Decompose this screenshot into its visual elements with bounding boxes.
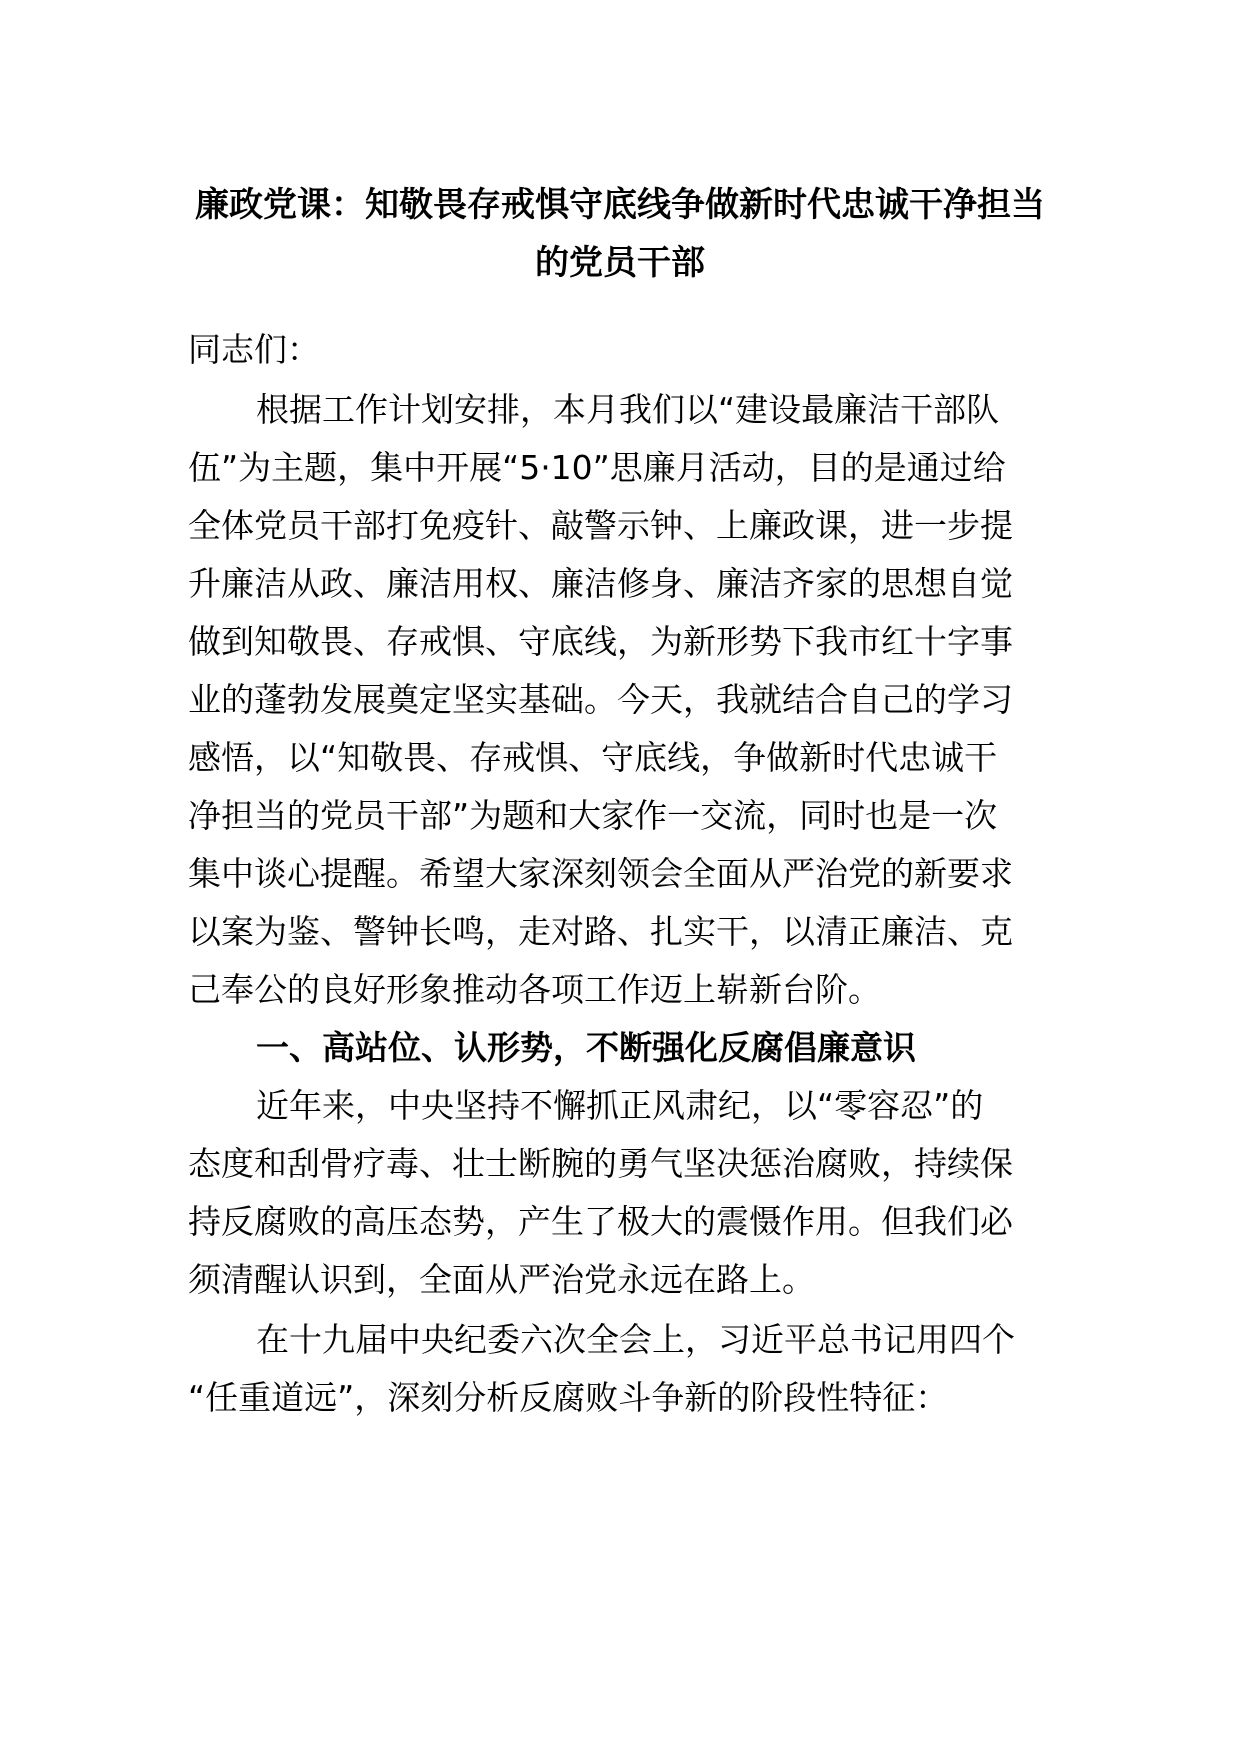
- paragraph-3-line: “任重道远”，深刻分析反腐败斗争新的阶段性特征：: [188, 1378, 949, 1417]
- paragraph-2-line: 态度和刮骨疗毒、壮士断腕的勇气坚决惩治腐败，持续保: [188, 1144, 1013, 1183]
- paragraph-1-line: 净担当的党员干部”为题和大家作一交流，同时也是一次: [188, 796, 998, 835]
- paragraph-1-line: 升廉洁从政、廉洁用权、廉洁修身、廉洁齐家的思想自觉: [188, 564, 1013, 603]
- paragraph-3-line: 在十九届中央纪委六次全会上，习近平总书记用四个: [256, 1320, 1015, 1359]
- paragraph-1-line: 以案为鉴、警钟长鸣，走对路、扎实干，以清正廉洁、克: [188, 912, 1013, 951]
- paragraph-1-line: 根据工作计划安排，本月我们以“建设最廉洁干部队: [256, 390, 1000, 429]
- document-title-line-1: 廉政党课：知敬畏存戒惧守底线争做新时代忠诚干净担当: [195, 185, 1045, 225]
- salutation: 同志们：: [188, 330, 320, 369]
- paragraph-2-line: 近年来，中央坚持不懈抓正风肃纪，以“零容忍”的: [256, 1086, 984, 1125]
- paragraph-2-line: 须清醒认识到，全面从严治党永远在路上。: [188, 1260, 815, 1299]
- paragraph-1-line: 己奉公的良好形象推动各项工作迈上崭新台阶。: [188, 970, 881, 1009]
- paragraph-1-line: 集中谈心提醒。希望大家深刻领会全面从严治党的新要求: [188, 854, 1013, 893]
- paragraph-2-line: 持反腐败的高压态势，产生了极大的震慑作用。但我们必: [188, 1202, 1013, 1241]
- paragraph-1-line: 感悟，以“知敬畏、存戒惧、守底线，争做新时代忠诚干: [188, 738, 998, 777]
- paragraph-1-line: 伍”为主题，集中开展“5·10”思廉月活动，目的是通过给: [188, 448, 1006, 487]
- paragraph-1-line: 全体党员干部打免疫针、敲警示钟、上廉政课，进一步提: [188, 506, 1013, 545]
- document-title-line-2: 的党员干部: [535, 243, 705, 283]
- paragraph-1-line: 做到知敬畏、存戒惧、守底线，为新形势下我市红十字事: [188, 622, 1013, 661]
- paragraph-1-line: 业的蓬勃发展奠定坚实基础。今天，我就结合自己的学习: [188, 680, 1013, 719]
- section-1-heading: 一、高站位、认形势，不断强化反腐倡廉意识: [256, 1028, 916, 1067]
